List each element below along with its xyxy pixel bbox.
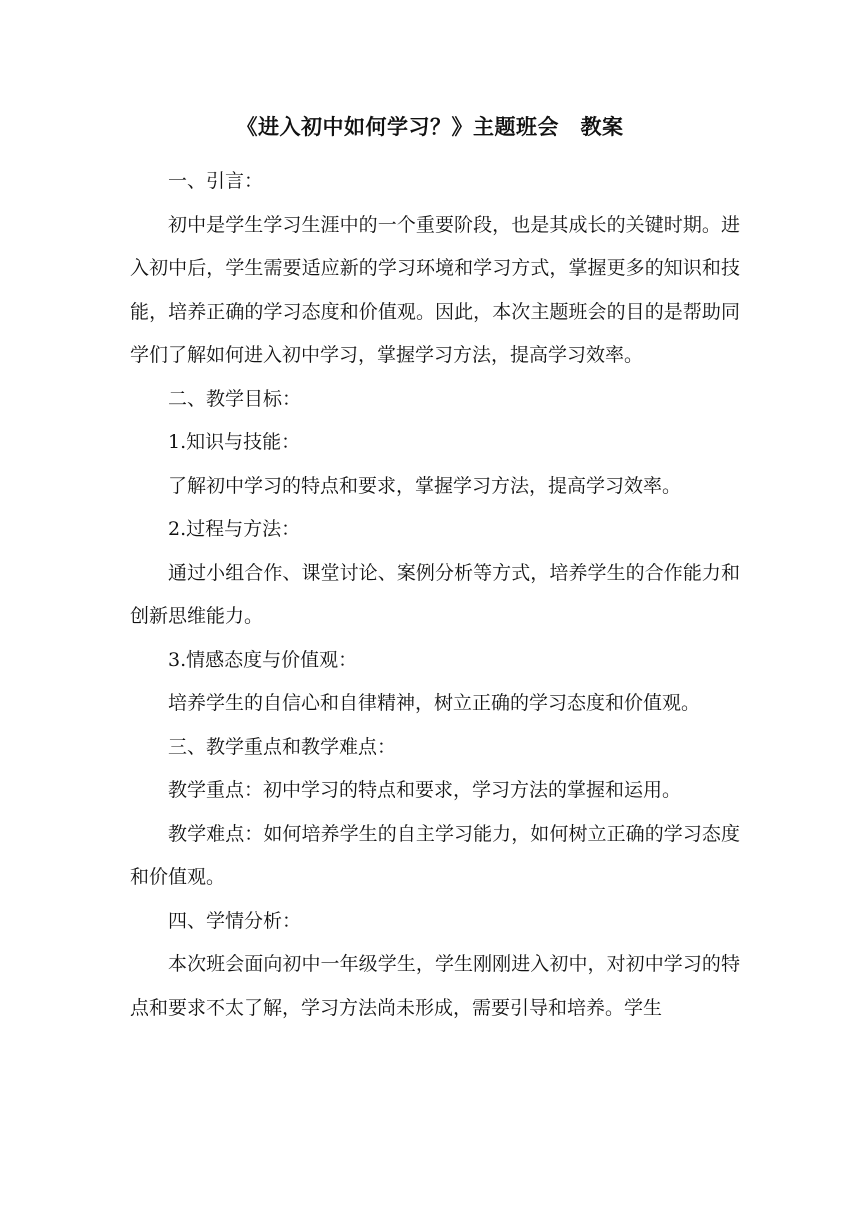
subheading-process-methods: 2.过程与方法： <box>168 518 301 540</box>
paragraph-knowledge-skills: 了解初中学习的特点和要求，掌握学习方法，提高学习效率。 <box>168 474 682 497</box>
section-heading-learning-analysis: 四、学情分析： <box>168 909 302 932</box>
paragraph-difficult-points: 教学难点：如何培养学生的自主学习能力，如何树立正确的学习态度和价值观。 <box>130 822 740 888</box>
section-heading-key-points: 三、教学重点和教学难点： <box>168 735 397 758</box>
section-heading-objectives: 二、教学目标： <box>168 387 302 410</box>
subheading-knowledge-skills: 1.知识与技能： <box>168 431 301 453</box>
document-title: 《进入初中如何学习？》主题班会 教案 <box>236 115 624 139</box>
paragraph-process-methods: 通过小组合作、课堂讨论、案例分析等方式，培养学生的合作能力和创新思维能力。 <box>130 561 740 627</box>
paragraph-learning-analysis: 本次班会面向初中一年级学生，学生刚刚进入初中，对初中学习的特点和要求不太了解，学习方法尚未形成，需要引导和培养。学生 <box>130 953 740 1019</box>
section-heading-introduction: 一、引言： <box>168 170 264 192</box>
subheading-attitudes-values: 3.情感态度与价值观： <box>168 648 358 671</box>
document-body <box>130 160 740 1030</box>
paragraph-key-points: 教学重点：初中学习的特点和要求，学习方法的掌握和运用。 <box>168 779 682 801</box>
paragraph-attitudes-values: 培养学生的自信心和自律精神，树立正确的学习态度和价值观。 <box>168 692 701 714</box>
paragraph-introduction: 初中是学生学习生涯中的一个重要阶段，也是其成长的关键时期。进入初中后，学生需要适应新的学习环境和学习方式，掌握更多的知识和技能，培养正确的学习态度和价值观。因此，本次主题班会的目的是帮助同学们了解如何进入初中学习，掌握学习方法，提高学习效率。 <box>130 213 740 366</box>
